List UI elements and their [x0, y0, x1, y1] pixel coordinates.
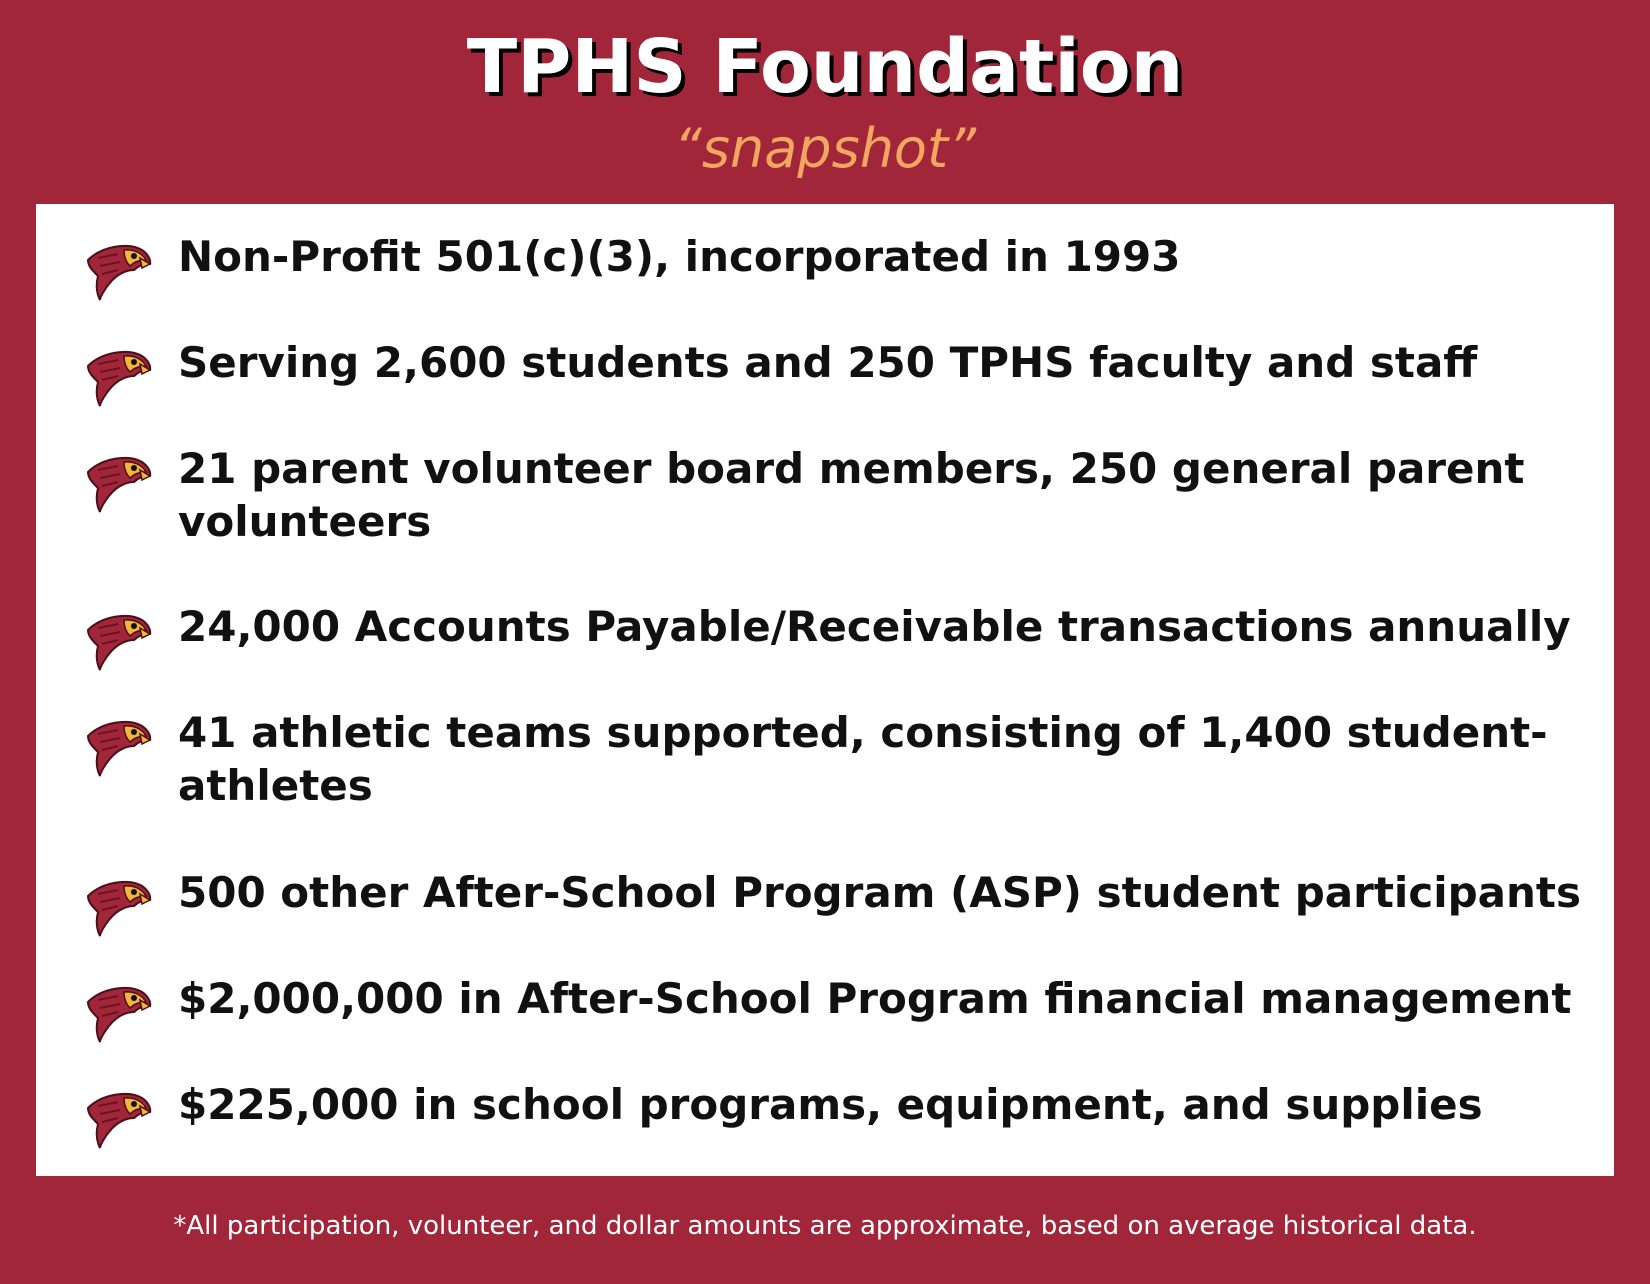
falcon-head-icon — [84, 716, 152, 778]
falcon-head-icon — [84, 610, 152, 672]
falcon-head-icon — [84, 1088, 152, 1150]
falcon-head-icon — [84, 240, 152, 302]
page-title: TPHS Foundation — [466, 24, 1184, 110]
fact-text: 500 other After-School Program (ASP) student participants — [178, 868, 1582, 917]
fact-text: 41 athletic teams supported, consisting of 1,400 student-athletes — [178, 708, 1548, 810]
fact-text: $2,000,000 in After-School Program financial management — [178, 974, 1572, 1023]
falcon-head-icon — [84, 346, 152, 408]
fact-text: 21 parent volunteer board members, 250 general parent volunteers — [178, 444, 1525, 546]
facts-panel — [36, 204, 1614, 1176]
page-subtitle: “snapshot” — [673, 117, 977, 180]
falcon-head-icon — [84, 876, 152, 938]
fact-text: Non-Profit 501(c)(3), incorporated in 1993 — [178, 232, 1181, 281]
fact-text: Serving 2,600 students and 250 TPHS faculty and staff — [178, 338, 1478, 387]
falcon-head-icon — [84, 452, 152, 514]
falcon-head-icon — [84, 982, 152, 1044]
fact-text: 24,000 Accounts Payable/Receivable transactions annually — [178, 602, 1571, 651]
fact-text: $225,000 in school programs, equipment, and supplies — [178, 1080, 1483, 1129]
footnote: *All participation, volunteer, and dollar amounts are approximate, based on average historical data. — [173, 1211, 1477, 1241]
